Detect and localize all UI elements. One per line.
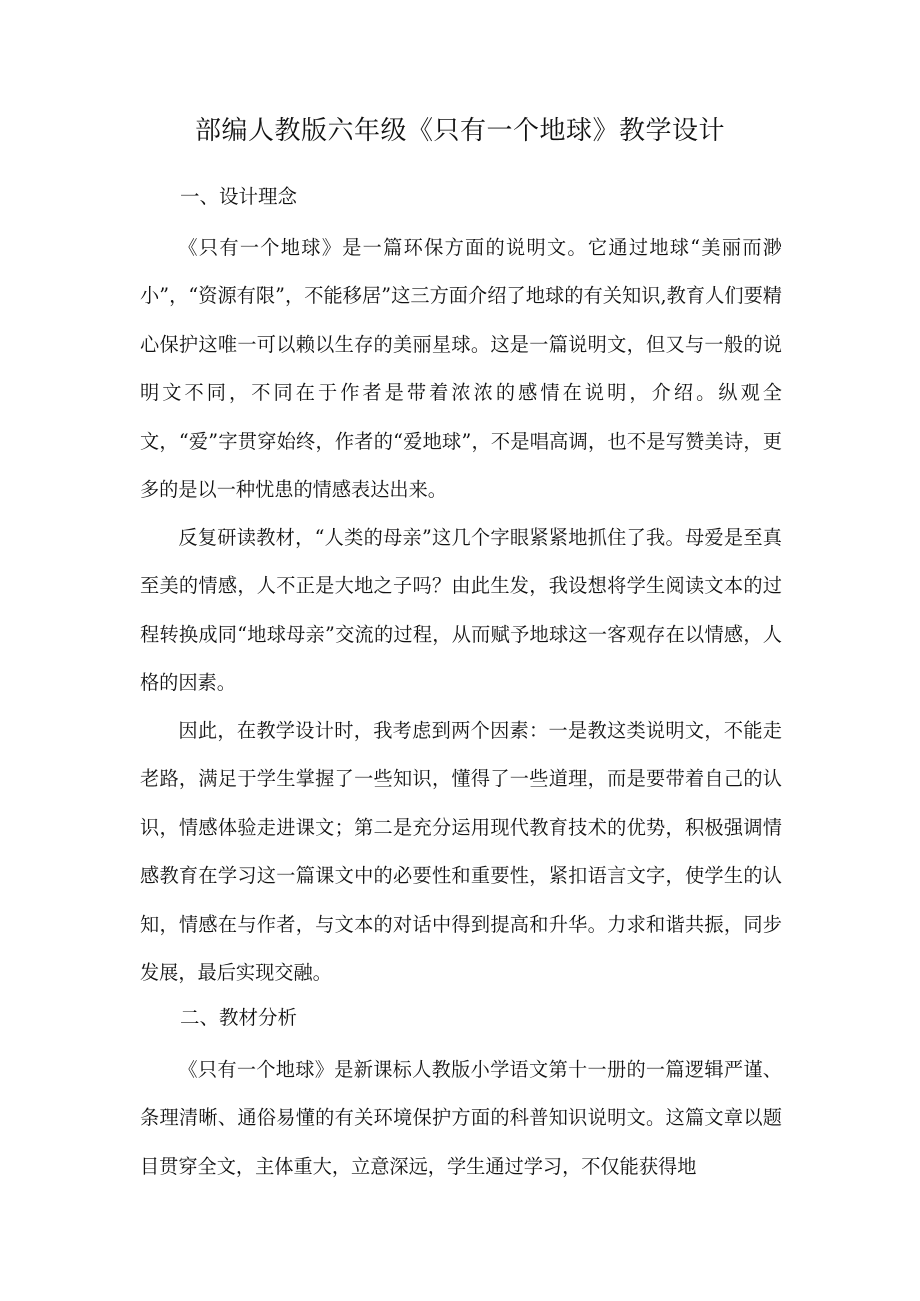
section-heading-design-concept: 一、设计理念 (180, 185, 298, 208)
paragraph: 《只有一个地球》是一篇环保方面的说明文。它通过地球“美丽而渺小”，“资源有限”，不能移居”这三方面介绍了地球的有关知识,教育人们要精心保护这唯一可以赖以生存的美丽星球。这是一篇说明文，但又与一般的说明文不同，不同在于作者是带着浓浓的感情在说明，介绍。纵观全文，“爱”字贯穿始终，作者的“爱地球”，不是唱高调，也不是写赞美诗，更多的是以一种忧患的情感表达出来。 (140, 236, 782, 502)
paragraph: 《只有一个地球》是新课标人教版小学语文第十一册的一篇逻辑严谨、条理清晰、通俗易懂的有关环境保护方面的科普知识说明文。这篇文章以题目贯穿全文，主体重大，立意深远，学生通过学习，不仅能获得地 (140, 1058, 782, 1178)
paragraph: 反复研读教材，“人类的母亲”这几个字眼紧紧地抓住了我。母爱是至真至美的情感，人不正是大地之子吗？由此生发，我设想将学生阅读文本的过程转换成同“地球母亲”交流的过程，从而赋予地球这一客观存在以情感，人格的因素。 (140, 526, 782, 695)
paragraph: 因此，在教学设计时，我考虑到两个因素：一是教这类说明文，不能走老路，满足于学生掌握了一些知识，懂得了一些道理，而是要带着自己的认识，情感体验走进课文；第二是充分运用现代教育技术的优势，积极强调情感教育在学习这一篇课文中的必要性和重要性，紧扣语言文字，使学生的认知，情感在与作者，与文本的对话中得到提高和升华。力求和谐共振，同步发展，最后实现交融。 (140, 719, 782, 985)
section-heading-textbook-analysis: 二、教材分析 (180, 1006, 298, 1029)
document-title: 部编人教版六年级《只有一个地球》教学设计 (194, 116, 725, 146)
